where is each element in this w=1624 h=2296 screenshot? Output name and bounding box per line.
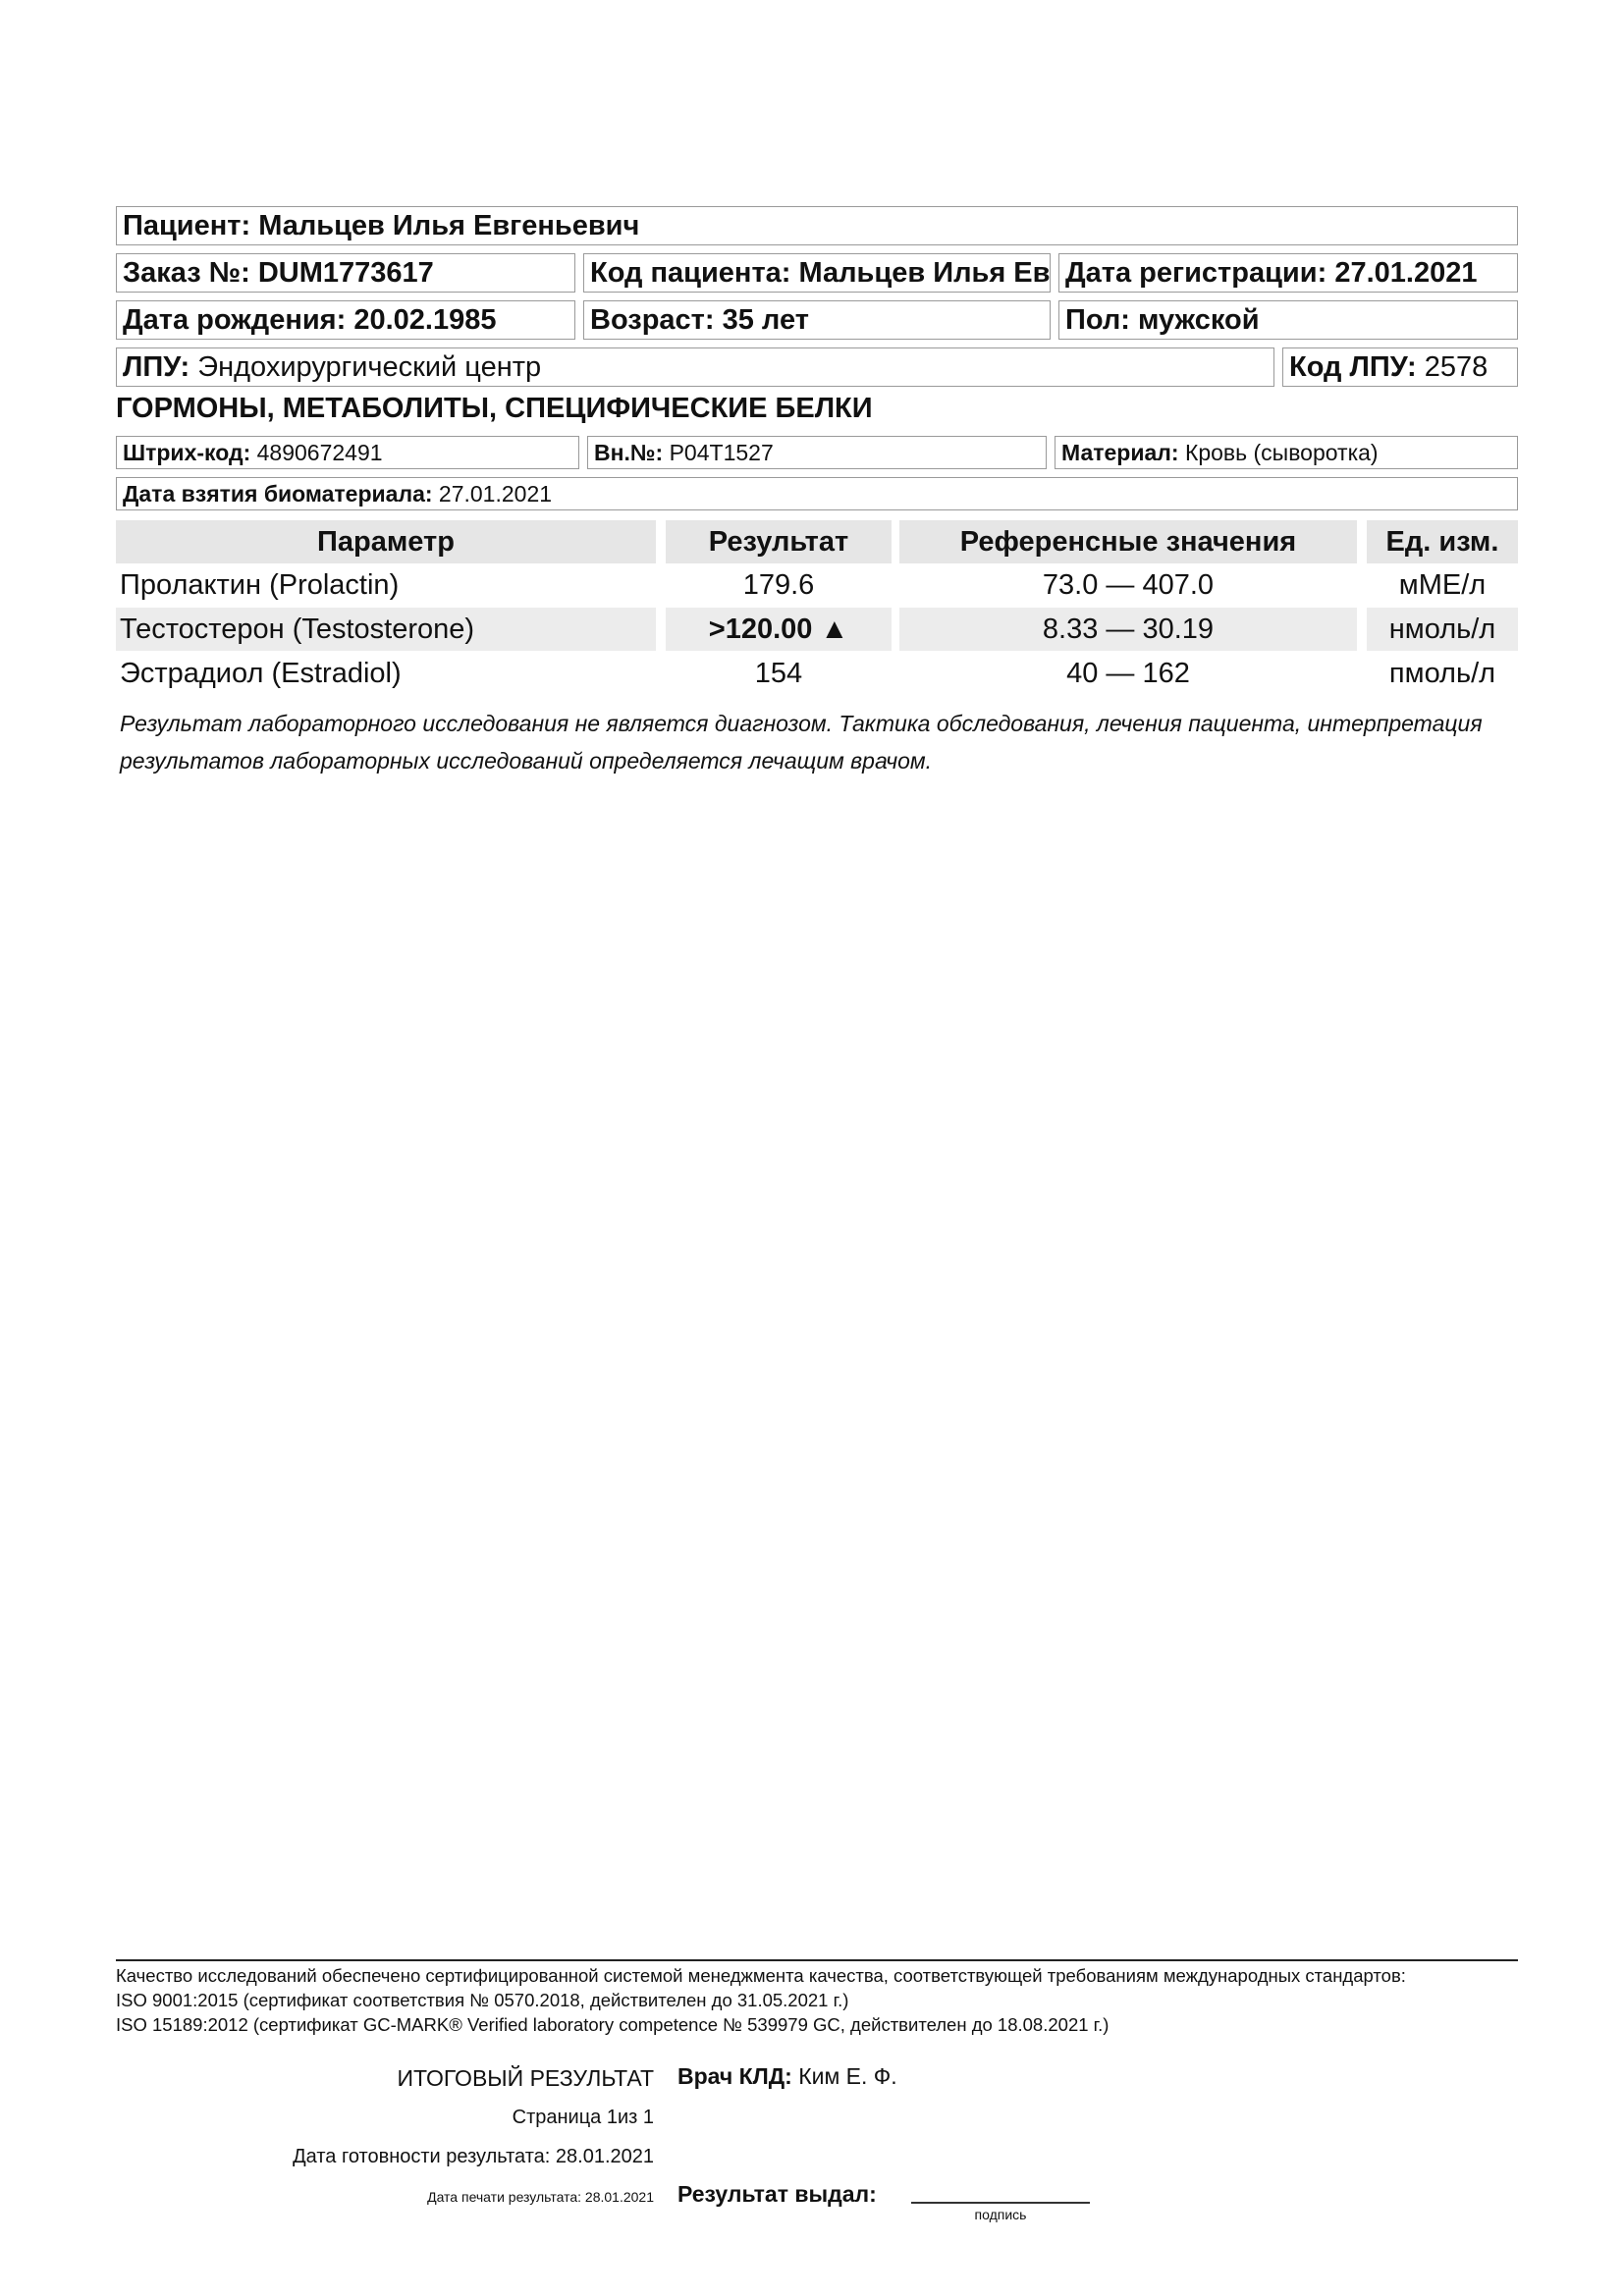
param-cell: Пролактин (Prolactin) (120, 568, 400, 601)
birth-date-label: Дата рождения: (123, 303, 347, 336)
order-number: DUM1773617 (257, 256, 434, 289)
material-label: Материал: (1061, 439, 1179, 465)
lpu-value: Эндохирургический центр (197, 350, 542, 383)
lpu-code: 2578 (1424, 350, 1489, 383)
disclaimer-note: Результат лабораторного исследования не является диагнозом. Тактика обследования, лечения пациента, интерпретация результатов лабораторных исследований определяется лечащим врачом. (120, 711, 1483, 774)
header-result: Результат (666, 520, 892, 563)
doctor-field (677, 2063, 897, 2090)
iso-15189-line: ISO 15189:2012 (сертификат GC-MARK® Verified laboratory competence № 539979 GC, действителен до 18.08.2021 г.) (116, 2014, 1110, 2035)
patient-name-field (116, 206, 1518, 245)
header-reference: Референсные значения (899, 520, 1357, 563)
unit-cell: мМЕ/л (1398, 568, 1487, 601)
sample-date: 27.01.2021 (438, 480, 553, 507)
footer-divider (116, 1959, 1518, 1961)
lpu-code-label: Код ЛПУ: (1289, 350, 1417, 383)
lpu-field (116, 347, 1274, 387)
internal-number-field (587, 436, 1047, 469)
barcode-value: 4890672491 (256, 439, 383, 465)
table-row (0, 608, 1624, 651)
barcode-field (116, 436, 579, 469)
issued-by-label: Результат выдал: (677, 2181, 877, 2207)
material-value: Кровь (сыворотка) (1184, 439, 1379, 465)
sex-value: мужской (1137, 303, 1260, 336)
internal-number-label: Вн.№: (594, 439, 664, 465)
quality-statement: Качество исследований обеспечено сертифицированной системой менеджмента качества, соответствующей требованиям международных стандартов: (116, 1965, 1406, 1986)
table-row (0, 652, 1624, 695)
birth-date-field (116, 300, 575, 340)
patient-name-label: Пациент: (123, 209, 251, 241)
unit-cell: нмоль/л (1367, 608, 1518, 651)
sex-label: Пол: (1065, 303, 1130, 336)
header-unit: Ед. изм. (1367, 520, 1518, 563)
reference-cell: 8.33 — 30.19 (899, 608, 1357, 651)
section-title: ГОРМОНЫ, МЕТАБОЛИТЫ, СПЕЦИФИЧЕСКИЕ БЕЛКИ (116, 393, 873, 424)
reference-cell: 40 — 162 (1066, 657, 1190, 689)
result-cell-abnormal: >120.00 ▲ (666, 608, 892, 651)
header-parameter: Параметр (116, 520, 656, 563)
table-row (0, 563, 1624, 607)
final-result-label: ИТОГОВЫЙ РЕЗУЛЬТАТ (397, 2065, 654, 2091)
param-cell: Эстрадиол (Estradiol) (120, 657, 402, 689)
lpu-label: ЛПУ: (123, 350, 190, 383)
barcode-label: Штрих-код: (123, 439, 251, 465)
reference-cell: 73.0 — 407.0 (1042, 568, 1215, 601)
age-label: Возраст: (590, 303, 715, 336)
signature-line (911, 2202, 1090, 2204)
internal-number: P04T1527 (669, 439, 774, 465)
sample-date-field (116, 477, 1518, 510)
param-cell: Тестостерон (Testosterone) (116, 608, 656, 651)
patient-code-label: Код пациента: (590, 256, 791, 289)
registration-date-label: Дата регистрации: (1065, 256, 1327, 289)
print-date: Дата печати результата: 28.01.2021 (427, 2189, 654, 2205)
age-value: 35 лет (722, 303, 809, 336)
doctor-label: Врач КЛД: (677, 2063, 792, 2089)
order-number-label: Заказ №: (123, 256, 250, 289)
result-cell: 179.6 (742, 568, 815, 601)
patient-code-field (583, 253, 1051, 293)
patient-code: Мальцев Илья Ев (798, 256, 1051, 289)
signature-caption: подпись (974, 2207, 1027, 2222)
birth-date: 20.02.1985 (353, 303, 497, 336)
sex-field (1058, 300, 1518, 340)
page-counter: Страница 1из 1 (512, 2107, 654, 2128)
sample-date-label: Дата взятия биоматериала: (123, 480, 433, 507)
age-field (583, 300, 1051, 340)
unit-cell: пмоль/л (1388, 657, 1496, 689)
registration-date-field (1058, 253, 1518, 293)
doctor-name: Ким Е. Ф. (798, 2063, 897, 2089)
result-cell: 154 (754, 657, 803, 689)
ready-date: Дата готовности результата: 28.01.2021 (293, 2146, 654, 2167)
iso-9001-line: ISO 9001:2015 (сертификат соответствия № 0570.2018, действителен до 31.05.2021 г.) (116, 1990, 849, 2010)
lpu-code-field (1282, 347, 1518, 387)
material-field (1055, 436, 1518, 469)
patient-name: Мальцев Илья Евгеньевич (258, 209, 640, 241)
order-number-field (116, 253, 575, 293)
registration-date: 27.01.2021 (1334, 256, 1478, 289)
